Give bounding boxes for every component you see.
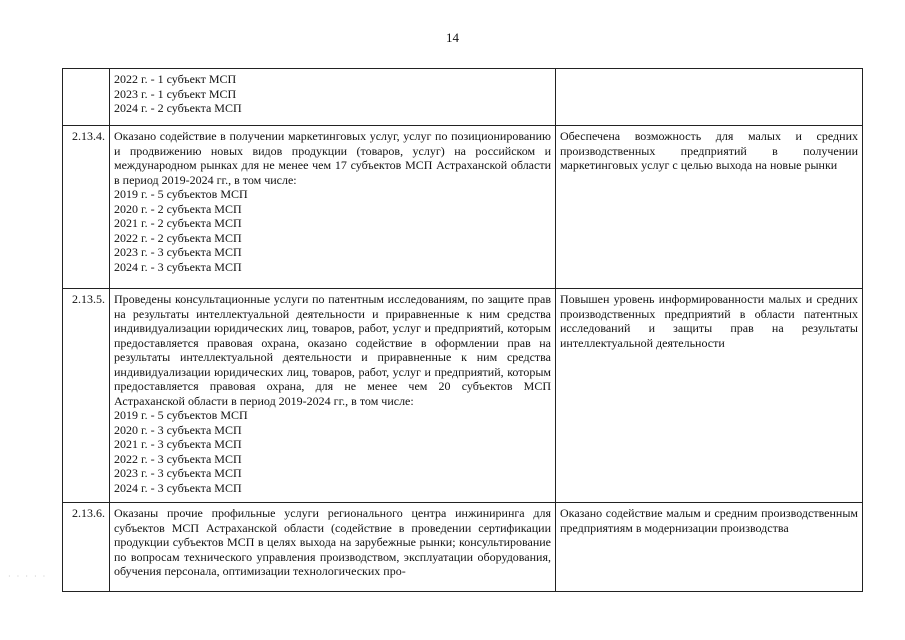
year-line: 2024 г. - 3 субъекта МСП [114, 480, 242, 495]
result-cell [556, 69, 863, 126]
year-line: 2020 г. - 3 субъекта МСП [114, 422, 242, 437]
year-line: 2022 г. - 3 субъекта МСП [114, 451, 242, 466]
item-number: 2.13.5. [63, 289, 110, 503]
year-line: 2023 г. - 3 субъекта МСП [114, 245, 242, 259]
year-line: 2019 г. - 5 субъектов МСП [114, 187, 248, 201]
table-row [63, 69, 863, 126]
table-row [63, 126, 863, 289]
year-line: 2021 г. - 2 субъекта МСП [114, 216, 242, 230]
activity-cell [110, 126, 556, 289]
result-cell: Оказано содействие малым и средним производственным предприятиям в модернизации производства [556, 503, 863, 592]
item-number [63, 69, 110, 126]
activity-cell [110, 69, 556, 126]
year-line: 2019 г. - 5 субъектов МСП [114, 408, 248, 422]
table-row [63, 503, 863, 592]
year-line: 2022 г. - 1 субъект МСП [114, 72, 237, 86]
year-line: 2020 г. - 2 субъекта МСП [114, 201, 242, 216]
activity-text: Проведены консультационные услуги по патентным исследованиям, по защите прав на результаты интеллектуальной деятельности и приравненные к ним средства индивидуализации юридических лиц, товаров, работ, услуг и предприятий, которым предоставляется правовая охрана, оказано содействие в оформлении прав на результаты интеллектуальной деятельности и приравненные к ним средства индивидуализации юридических лиц, товаров, работ, услуг и предприятий, которым предоставляется правовая охрана, для не менее чем 20 субъектов МСП Астраханской области в период 2019-2024 гг., в том числе: [114, 292, 551, 408]
year-line: 2022 г. - 2 субъекта МСП [114, 230, 242, 245]
result-cell: Обеспечена возможность для малых и средних производственных предприятий в получении маркетинговых услуг с целью выхода на новые рынки [556, 126, 863, 289]
activity-cell [110, 289, 556, 503]
activity-text: Оказаны прочие профильные услуги регионального центра инжиниринга для субъектов МСП Астраханской области (содействие в проведении сертификации продукции субъектов МСП в целях выхода на зарубежные рынки; консультирование по вопросам технического управления производством, эксплуатации оборудования, обучения персонала, оптимизации технологических про- [114, 506, 551, 578]
result-cell: Повышен уровень информированности малых и средних производственных предприятий в области патентных исследований и защиты прав на результаты интеллектуальной деятельности [556, 289, 863, 503]
scan-artifact: · · · · · [8, 572, 48, 581]
measures-table [62, 68, 863, 592]
year-line: 2024 г. - 3 субъекта МСП [114, 259, 242, 274]
year-line: 2021 г. - 3 субъекта МСП [114, 437, 242, 451]
year-line: 2023 г. - 1 субъект МСП [114, 86, 237, 101]
activity-text: Оказано содействие в получении маркетинговых услуг, услуг по позиционированию и продвижению новых видов продукции (товаров, услуг) на российском и международном рынках для не менее чем 17 субъектов МСП Астраханской области в период 2019-2024 гг., в том числе: [114, 129, 551, 187]
year-line: 2023 г. - 3 субъекта МСП [114, 466, 242, 480]
page-number: 14 [446, 30, 459, 45]
item-number: 2.13.6. [63, 503, 110, 592]
item-number: 2.13.4. [63, 126, 110, 289]
year-line: 2024 г. - 2 субъекта МСП [114, 101, 242, 115]
activity-cell [110, 503, 556, 592]
table-row [63, 289, 863, 503]
